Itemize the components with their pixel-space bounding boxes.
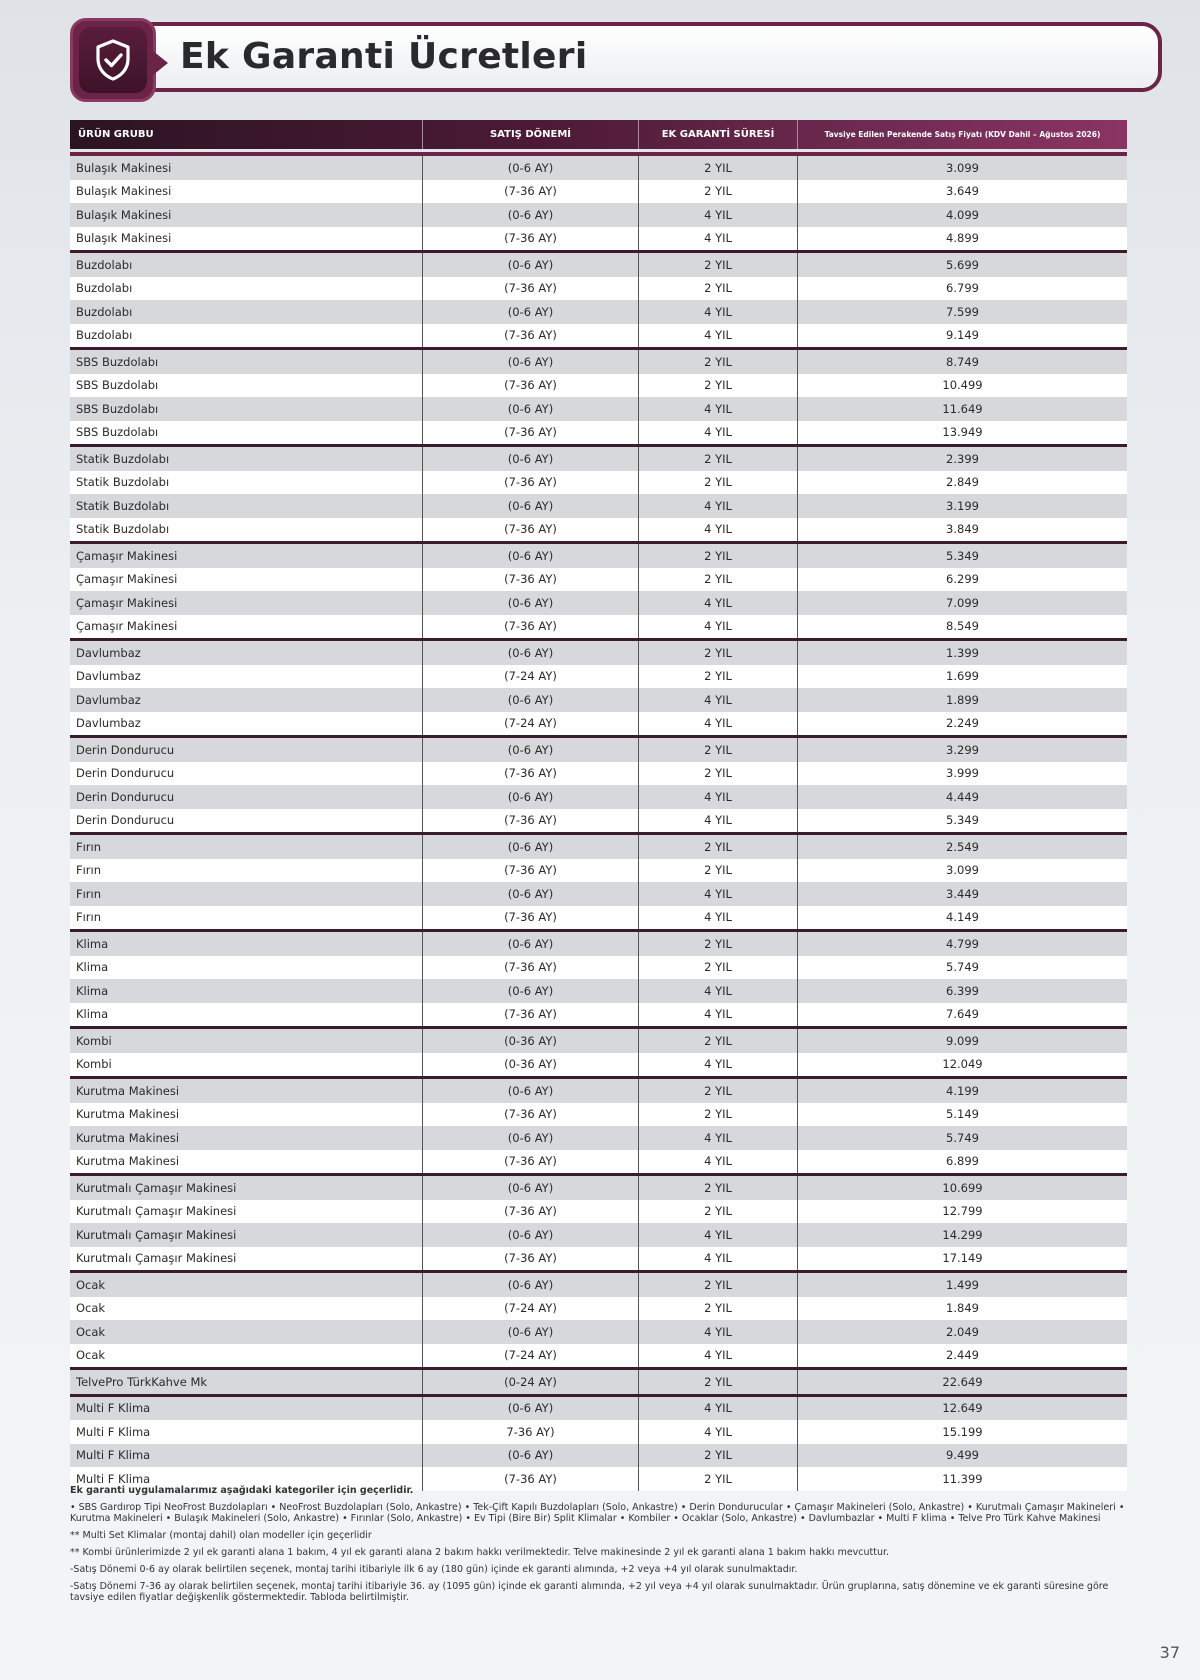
cell-warranty-duration: 2 YIL (639, 374, 798, 398)
cell-price: 4.199 (946, 1083, 979, 1098)
table-row (70, 835, 1127, 859)
cell-sales-period: (7-36 AY) (423, 762, 639, 786)
cell-price: 3.299 (946, 742, 979, 757)
title-badge (70, 18, 156, 102)
cell-sales-period: (7-36 AY) (423, 1200, 639, 1224)
cell-sales-period: (0-6 AY) (423, 738, 639, 762)
cell-warranty-duration: 2 YIL (639, 1370, 798, 1394)
cell-price: 17.149 (942, 1251, 983, 1266)
cell-product-group: Derin Dondurucu (70, 738, 423, 762)
cell-price: 1.849 (946, 1301, 979, 1316)
cell-price: 7.649 (946, 1007, 979, 1022)
cell-warranty-duration: 2 YIL (639, 1176, 798, 1200)
cell-warranty-duration: 4 YIL (639, 494, 798, 518)
cell-sales-period: (0-6 AY) (423, 835, 639, 859)
cell-price: 10.699 (942, 1180, 983, 1195)
table-row (70, 568, 1127, 592)
cell-product-group: Buzdolabı (70, 324, 423, 348)
cell-warranty-duration: 2 YIL (639, 1467, 798, 1491)
cell-price: 3.999 (946, 766, 979, 781)
cell-warranty-duration: 2 YIL (639, 471, 798, 495)
cell-sales-period: (0-6 AY) (423, 641, 639, 665)
cell-price: 7.599 (946, 304, 979, 319)
cell-sales-period: (0-6 AY) (423, 979, 639, 1003)
cell-price: 13.949 (942, 425, 983, 440)
cell-warranty-duration: 2 YIL (639, 1273, 798, 1297)
cell-product-group: Bulaşık Makinesi (70, 156, 423, 180)
cell-warranty-duration: 4 YIL (639, 1344, 798, 1368)
cell-warranty-duration: 4 YIL (639, 300, 798, 324)
cell-warranty-duration: 4 YIL (639, 1397, 798, 1421)
cell-price: 22.649 (942, 1374, 983, 1389)
cell-sales-period: (0-6 AY) (423, 447, 639, 471)
cell-price: 5.349 (946, 813, 979, 828)
cell-warranty-duration: 2 YIL (639, 1103, 798, 1127)
cell-product-group: Derin Dondurucu (70, 809, 423, 833)
cell-product-group: Statik Buzdolabı (70, 447, 423, 471)
table-row (70, 688, 1127, 712)
cell-price: 2.549 (946, 839, 979, 854)
table-row (70, 956, 1127, 980)
cell-sales-period: (7-36 AY) (423, 1467, 639, 1491)
cell-warranty-duration: 4 YIL (639, 882, 798, 906)
cell-product-group: Çamaşır Makinesi (70, 568, 423, 592)
cell-sales-period: (7-24 AY) (423, 1344, 639, 1368)
cell-warranty-duration: 4 YIL (639, 906, 798, 930)
cell-price: 6.899 (946, 1154, 979, 1169)
cell-price: 1.699 (946, 669, 979, 684)
cell-product-group: Çamaşır Makinesi (70, 591, 423, 615)
cell-sales-period: (7-36 AY) (423, 421, 639, 445)
cell-sales-period: (7-36 AY) (423, 180, 639, 204)
cell-sales-period: (7-36 AY) (423, 1247, 639, 1271)
table-row (70, 471, 1127, 495)
cell-sales-period: (0-6 AY) (423, 1397, 639, 1421)
cell-product-group: Fırın (70, 882, 423, 906)
cell-product-group: Ocak (70, 1273, 423, 1297)
table-row (70, 277, 1127, 301)
cell-warranty-duration: 4 YIL (639, 203, 798, 227)
cell-product-group: Kurutma Makinesi (70, 1126, 423, 1150)
cell-price: 1.899 (946, 692, 979, 707)
table-row (70, 1029, 1127, 1053)
cell-product-group: Kurutma Makinesi (70, 1079, 423, 1103)
cell-warranty-duration: 2 YIL (639, 641, 798, 665)
cell-sales-period: (7-36 AY) (423, 1003, 639, 1027)
cell-warranty-duration: 4 YIL (639, 227, 798, 251)
table-row (70, 785, 1127, 809)
cell-price: 2.449 (946, 1348, 979, 1363)
cell-warranty-duration: 4 YIL (639, 712, 798, 736)
cell-price: 6.399 (946, 983, 979, 998)
cell-warranty-duration: 2 YIL (639, 350, 798, 374)
cell-product-group: Buzdolabı (70, 300, 423, 324)
cell-price: 4.149 (946, 910, 979, 925)
table-row (70, 1320, 1127, 1344)
cell-product-group: SBS Buzdolabı (70, 350, 423, 374)
cell-sales-period: (0-6 AY) (423, 688, 639, 712)
cell-product-group: Multi F Klima (70, 1397, 423, 1421)
table-row (70, 712, 1127, 736)
table-row (70, 1126, 1127, 1150)
cell-price: 2.399 (946, 451, 979, 466)
cell-product-group: Multi F Klima (70, 1467, 423, 1491)
table-body (70, 156, 1127, 1491)
table-row (70, 494, 1127, 518)
cell-price: 5.149 (946, 1107, 979, 1122)
cell-price: 9.099 (946, 1033, 979, 1048)
cell-price: 5.749 (946, 960, 979, 975)
cell-sales-period: (0-6 AY) (423, 1223, 639, 1247)
cell-warranty-duration: 4 YIL (639, 421, 798, 445)
cell-product-group: Kurutmalı Çamaşır Makinesi (70, 1200, 423, 1224)
cell-warranty-duration: 4 YIL (639, 785, 798, 809)
cell-product-group: Bulaşık Makinesi (70, 203, 423, 227)
cell-product-group: Bulaşık Makinesi (70, 227, 423, 251)
warranty-price-table (70, 120, 1127, 1491)
cell-sales-period: (0-6 AY) (423, 1176, 639, 1200)
table-row (70, 1273, 1127, 1297)
table-row (70, 203, 1127, 227)
table-row (70, 1397, 1127, 1421)
table-row (70, 300, 1127, 324)
cell-sales-period: (7-36 AY) (423, 277, 639, 301)
table-row (70, 641, 1127, 665)
cell-sales-period: 7-36 AY) (423, 1420, 639, 1444)
cell-warranty-duration: 4 YIL (639, 518, 798, 542)
note-period-7-36: -Satış Dönemi 7-36 ay olarak belirtilen seçenek, montaj tarihi itibariyle 36. ay (1095 gün) içinde ek garanti alımında, +2 yıl veya +4 yıl olarak sunulmaktadır. Ürün gruplarına, satış dönemine ve ek garanti süresine göre tavsiye edilen fiyatlar değişkenlik göstermektedir. Tabloda belirtilmiştir. (70, 1581, 1109, 1603)
cell-price: 15.199 (942, 1424, 983, 1439)
cell-sales-period: (0-6 AY) (423, 397, 639, 421)
cell-sales-period: (7-36 AY) (423, 1150, 639, 1174)
cell-price: 6.299 (946, 572, 979, 587)
cell-warranty-duration: 2 YIL (639, 1029, 798, 1053)
table-row (70, 859, 1127, 883)
cell-price: 12.799 (942, 1204, 983, 1219)
cell-warranty-duration: 2 YIL (639, 932, 798, 956)
cell-warranty-duration: 4 YIL (639, 809, 798, 833)
table-row (70, 227, 1127, 251)
cell-price: 4.799 (946, 936, 979, 951)
cell-warranty-duration: 2 YIL (639, 835, 798, 859)
table-row (70, 1420, 1127, 1444)
cell-warranty-duration: 2 YIL (639, 277, 798, 301)
cell-price: 3.649 (946, 184, 979, 199)
table-row (70, 421, 1127, 445)
cell-price: 14.299 (942, 1227, 983, 1242)
cell-sales-period: (7-36 AY) (423, 471, 639, 495)
table-row (70, 1370, 1127, 1394)
cell-price: 2.049 (946, 1324, 979, 1339)
table-row (70, 1003, 1127, 1027)
cell-sales-period: (0-6 AY) (423, 591, 639, 615)
cell-product-group: Fırın (70, 859, 423, 883)
cell-sales-period: (7-36 AY) (423, 906, 639, 930)
cell-product-group: Kombi (70, 1053, 423, 1077)
cell-sales-period: (0-24 AY) (423, 1370, 639, 1394)
cell-sales-period: (0-36 AY) (423, 1029, 639, 1053)
cell-sales-period: (0-6 AY) (423, 544, 639, 568)
cell-product-group: SBS Buzdolabı (70, 397, 423, 421)
cell-warranty-duration: 4 YIL (639, 1150, 798, 1174)
cell-sales-period: (7-24 AY) (423, 1297, 639, 1321)
notes-categories: • SBS Gardırop Tipi NeoFrost Buzdolapları • NeoFrost Buzdolapları (Solo, Ankastre) • Tek-Çift Kapılı Buzdolapları (Solo, Ankastre) • Derin Dondurucular • Çamaşır Makineleri (Solo, Ankastre) • Kurutmalı Çamaşır Makineleri • Kurutma Makineleri • Bulaşık Makineleri (Solo, Ankastre) • Fırınlar (Solo, Ankastre) • Ev Tipi (Bire Bir) Split Klimalar • Kombiler • Ocaklar (Solo, Ankastre) • Davlumbazlar • Multi F klima • Telve Pro Türk Kahve Makinesi (70, 1502, 1125, 1524)
table-row (70, 324, 1127, 348)
cell-sales-period: (0-6 AY) (423, 300, 639, 324)
table-row (70, 1079, 1127, 1103)
cell-product-group: SBS Buzdolabı (70, 374, 423, 398)
cell-sales-period: (7-36 AY) (423, 615, 639, 639)
cell-product-group: Fırın (70, 906, 423, 930)
cell-product-group: TelvePro TürkKahve Mk (70, 1370, 423, 1394)
cell-warranty-duration: 2 YIL (639, 544, 798, 568)
cell-warranty-duration: 4 YIL (639, 1320, 798, 1344)
table-row (70, 932, 1127, 956)
cell-price: 1.399 (946, 645, 979, 660)
cell-sales-period: (0-6 AY) (423, 156, 639, 180)
cell-sales-period: (0-6 AY) (423, 1320, 639, 1344)
column-header-sales-period: SATIŞ DÖNEMİ (423, 120, 639, 149)
table-row (70, 397, 1127, 421)
table-row (70, 1247, 1127, 1271)
cell-price: 6.799 (946, 281, 979, 296)
cell-warranty-duration: 2 YIL (639, 1444, 798, 1468)
table-row (70, 544, 1127, 568)
table-row (70, 156, 1127, 180)
cell-sales-period: (0-6 AY) (423, 203, 639, 227)
cell-sales-period: (0-6 AY) (423, 350, 639, 374)
cell-price: 2.249 (946, 716, 979, 731)
cell-warranty-duration: 2 YIL (639, 956, 798, 980)
cell-warranty-duration: 4 YIL (639, 1420, 798, 1444)
cell-product-group: SBS Buzdolabı (70, 421, 423, 445)
cell-product-group: Buzdolabı (70, 277, 423, 301)
table-header (70, 120, 1127, 149)
cell-product-group: Derin Dondurucu (70, 762, 423, 786)
table-row (70, 374, 1127, 398)
cell-product-group: Kurutmalı Çamaşır Makinesi (70, 1223, 423, 1247)
cell-sales-period: (7-36 AY) (423, 809, 639, 833)
cell-price: 8.749 (946, 354, 979, 369)
cell-warranty-duration: 2 YIL (639, 762, 798, 786)
cell-sales-period: (7-36 AY) (423, 324, 639, 348)
table-row (70, 906, 1127, 930)
cell-product-group: Statik Buzdolabı (70, 471, 423, 495)
table-row (70, 762, 1127, 786)
table-row (70, 1053, 1127, 1077)
cell-price: 5.749 (946, 1130, 979, 1145)
cell-warranty-duration: 2 YIL (639, 253, 798, 277)
cell-sales-period: (7-36 AY) (423, 568, 639, 592)
cell-sales-period: (7-36 AY) (423, 956, 639, 980)
cell-product-group: Derin Dondurucu (70, 785, 423, 809)
cell-product-group: Fırın (70, 835, 423, 859)
cell-warranty-duration: 2 YIL (639, 1297, 798, 1321)
note-period-0-6: -Satış Dönemi 0-6 ay olarak belirtilen seçenek, montaj tarihi itibariyle ilk 6 ay (180 gün) içinde ek garanti alımında, +2 veya +4 yıl olarak sunulmaktadır. (70, 1564, 798, 1575)
table-row (70, 615, 1127, 639)
cell-price: 8.549 (946, 619, 979, 634)
note-kombi: ** Kombi ürünlerimizde 2 yıl ek garanti alana 1 bakım, 4 yıl ek garanti alana 2 bakım hakkı verilmektedir. Telve makinesinde 2 yıl ek garanti alana 1 bakım hakkı mevcuttur. (70, 1547, 890, 1558)
table-row (70, 180, 1127, 204)
cell-product-group: Davlumbaz (70, 665, 423, 689)
cell-price: 4.099 (946, 207, 979, 222)
cell-warranty-duration: 4 YIL (639, 1003, 798, 1027)
cell-sales-period: (7-36 AY) (423, 859, 639, 883)
cell-sales-period: (7-36 AY) (423, 518, 639, 542)
table-row (70, 738, 1127, 762)
footnotes (70, 1485, 1130, 1609)
cell-price: 12.649 (942, 1401, 983, 1416)
cell-product-group: Statik Buzdolabı (70, 494, 423, 518)
cell-price: 3.099 (946, 160, 979, 175)
cell-product-group: Kombi (70, 1029, 423, 1053)
table-row (70, 882, 1127, 906)
cell-warranty-duration: 4 YIL (639, 1126, 798, 1150)
cell-warranty-duration: 4 YIL (639, 1247, 798, 1271)
cell-price: 12.049 (942, 1057, 983, 1072)
table-row (70, 665, 1127, 689)
cell-product-group: Ocak (70, 1344, 423, 1368)
cell-product-group: Kurutma Makinesi (70, 1150, 423, 1174)
cell-price: 9.149 (946, 328, 979, 343)
cell-product-group: Çamaşır Makinesi (70, 615, 423, 639)
cell-sales-period: (0-6 AY) (423, 494, 639, 518)
table-row (70, 1344, 1127, 1368)
cell-warranty-duration: 4 YIL (639, 688, 798, 712)
cell-sales-period: (0-6 AY) (423, 253, 639, 277)
cell-price: 9.499 (946, 1448, 979, 1463)
cell-sales-period: (7-36 AY) (423, 374, 639, 398)
table-row (70, 1103, 1127, 1127)
cell-price: 11.399 (942, 1471, 983, 1486)
table-row (70, 1150, 1127, 1174)
cell-price: 1.499 (946, 1277, 979, 1292)
cell-price: 10.499 (942, 378, 983, 393)
cell-warranty-duration: 4 YIL (639, 1223, 798, 1247)
cell-product-group: Multi F Klima (70, 1420, 423, 1444)
table-row (70, 1200, 1127, 1224)
table-row (70, 1176, 1127, 1200)
table-row (70, 253, 1127, 277)
cell-product-group: Çamaşır Makinesi (70, 544, 423, 568)
cell-sales-period: (0-6 AY) (423, 882, 639, 906)
cell-price: 2.849 (946, 475, 979, 490)
cell-product-group: Davlumbaz (70, 712, 423, 736)
cell-product-group: Ocak (70, 1320, 423, 1344)
cell-sales-period: (0-6 AY) (423, 1444, 639, 1468)
cell-product-group: Klima (70, 979, 423, 1003)
cell-warranty-duration: 4 YIL (639, 397, 798, 421)
table-row (70, 350, 1127, 374)
cell-product-group: Kurutmalı Çamaşır Makinesi (70, 1247, 423, 1271)
cell-product-group: Klima (70, 956, 423, 980)
cell-warranty-duration: 4 YIL (639, 324, 798, 348)
table-row (70, 809, 1127, 833)
cell-warranty-duration: 2 YIL (639, 1079, 798, 1103)
cell-price: 3.849 (946, 522, 979, 537)
cell-warranty-duration: 4 YIL (639, 591, 798, 615)
table-row (70, 518, 1127, 542)
column-header-extra-warranty-duration: EK GARANTİ SÜRESİ (639, 120, 798, 149)
cell-price: 3.449 (946, 886, 979, 901)
cell-sales-period: (0-6 AY) (423, 932, 639, 956)
cell-price: 5.349 (946, 548, 979, 563)
table-row (70, 591, 1127, 615)
cell-price: 5.699 (946, 257, 979, 272)
cell-sales-period: (0-6 AY) (423, 1126, 639, 1150)
cell-sales-period: (7-36 AY) (423, 227, 639, 251)
cell-warranty-duration: 4 YIL (639, 615, 798, 639)
cell-price: 7.099 (946, 595, 979, 610)
cell-warranty-duration: 2 YIL (639, 859, 798, 883)
table-row (70, 447, 1127, 471)
shield-check-icon (93, 38, 133, 82)
cell-warranty-duration: 2 YIL (639, 156, 798, 180)
table-row (70, 1444, 1127, 1468)
cell-price: 4.899 (946, 231, 979, 246)
cell-price: 3.199 (946, 498, 979, 513)
cell-product-group: Statik Buzdolabı (70, 518, 423, 542)
table-row (70, 1223, 1127, 1247)
page-number: 37 (1159, 1643, 1180, 1662)
cell-warranty-duration: 4 YIL (639, 979, 798, 1003)
table-row (70, 1297, 1127, 1321)
cell-product-group: Klima (70, 1003, 423, 1027)
cell-sales-period: (7-24 AY) (423, 665, 639, 689)
cell-warranty-duration: 2 YIL (639, 1200, 798, 1224)
cell-product-group: Bulaşık Makinesi (70, 180, 423, 204)
cell-product-group: Buzdolabı (70, 253, 423, 277)
cell-price: 4.449 (946, 789, 979, 804)
cell-sales-period: (0-6 AY) (423, 785, 639, 809)
column-header-product-group: ÜRÜN GRUBU (70, 120, 423, 149)
cell-product-group: Multi F Klima (70, 1444, 423, 1468)
cell-product-group: Kurutma Makinesi (70, 1103, 423, 1127)
cell-sales-period: (7-36 AY) (423, 1103, 639, 1127)
cell-product-group: Ocak (70, 1297, 423, 1321)
cell-sales-period: (0-36 AY) (423, 1053, 639, 1077)
cell-warranty-duration: 2 YIL (639, 665, 798, 689)
cell-sales-period: (0-6 AY) (423, 1273, 639, 1297)
notes-heading: Ek garanti uygulamalarımız aşağıdaki kategoriler için geçerlidir. (70, 1485, 414, 1496)
cell-warranty-duration: 2 YIL (639, 447, 798, 471)
note-multi-set: ** Multi Set Klimalar (montaj dahil) olan modeller için geçerlidir (70, 1530, 372, 1541)
cell-warranty-duration: 2 YIL (639, 738, 798, 762)
cell-sales-period: (0-6 AY) (423, 1079, 639, 1103)
cell-sales-period: (7-24 AY) (423, 712, 639, 736)
cell-product-group: Klima (70, 932, 423, 956)
cell-price: 3.099 (946, 863, 979, 878)
cell-product-group: Davlumbaz (70, 641, 423, 665)
cell-warranty-duration: 2 YIL (639, 180, 798, 204)
table-row (70, 979, 1127, 1003)
cell-warranty-duration: 2 YIL (639, 568, 798, 592)
page-title: Ek Garanti Ücretleri (180, 36, 588, 77)
column-header-recommended-price: Tavsiye Edilen Perakende Satış Fiyatı (KDV Dahil – Ağustos 2026) (824, 130, 1101, 139)
cell-product-group: Kurutmalı Çamaşır Makinesi (70, 1176, 423, 1200)
cell-warranty-duration: 4 YIL (639, 1053, 798, 1077)
cell-price: 11.649 (942, 401, 983, 416)
cell-product-group: Davlumbaz (70, 688, 423, 712)
